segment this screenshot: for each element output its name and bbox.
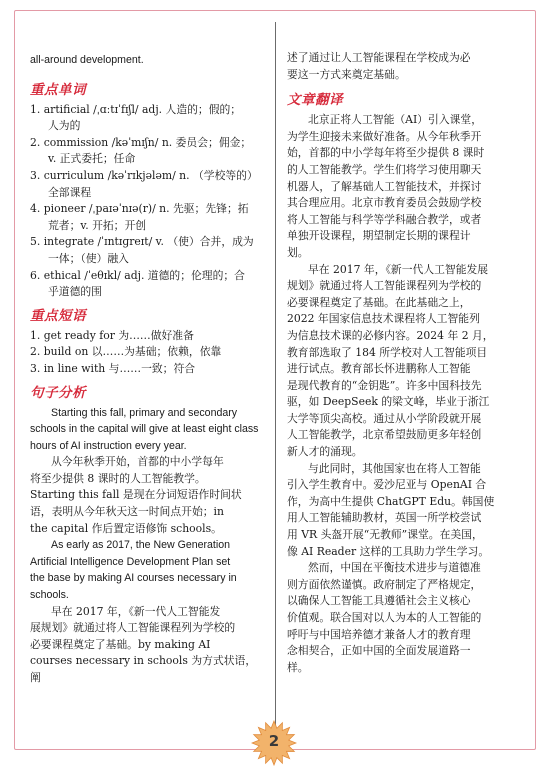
text-line: 规划》就通过将人工智能课程列为学校的 bbox=[287, 279, 482, 293]
text-line: 机器人，了解基础人工智能技术，并探讨 bbox=[287, 179, 482, 193]
text-line: 是现代教育的“金钥匙”。许多中国科技先 bbox=[287, 378, 482, 392]
text-line: 驱，如 DeepSeek 的梁文峰，毕业于浙江 bbox=[287, 395, 490, 409]
text-line: schools in the capital will give at least eight class bbox=[30, 423, 259, 436]
text-line: 其合理应用。北京市教育委员会鼓励学校 bbox=[287, 196, 482, 210]
text-line: 大学等顶尖高校。通过从小学阶段就开展 bbox=[287, 411, 482, 425]
vocab-item bbox=[30, 201, 264, 234]
vocab-line: 3. curriculum /kəˈrɪkjələm/ n. （学校等的） bbox=[30, 168, 258, 182]
text-line: the capital 作后置定语修饰 schools。 bbox=[30, 521, 222, 535]
text-line: 教育部选取了 184 所学校对人工智能项目 bbox=[287, 345, 488, 359]
vocab-line: 乎道德的围 bbox=[48, 285, 102, 299]
phrase-list bbox=[30, 328, 264, 378]
vocab-line: 6. ethical /ˈeθɪkl/ adj. 道德的；伦理的；合 bbox=[30, 268, 245, 282]
phrase-item: 1. get ready for 为……做好准备 bbox=[30, 328, 194, 342]
text-line: 人工智能教学，北京希望鼓励更多年轻创 bbox=[287, 428, 482, 442]
vocab-line: 1. artificial /ˌɑːtɪˈfɪʃl/ adj. 人造的；假的； bbox=[30, 102, 242, 116]
vocab-item bbox=[30, 234, 264, 267]
right-column bbox=[287, 50, 519, 676]
text-line: 用 VR 头盔开展“无教师”课堂。在美国， bbox=[287, 528, 483, 542]
vocab-item bbox=[30, 168, 264, 201]
text-line: the base by making AI courses necessary in bbox=[30, 572, 237, 585]
text-line: 为学生迎接未来做好准备。从今年秋季开 bbox=[287, 129, 482, 143]
text-line: 为信息技术课的必修内容。2024 年 2 月， bbox=[287, 328, 494, 342]
text-line: 2022 年国家信息技术课程将人工智能列 bbox=[287, 312, 480, 326]
text-line: 进行试点。教育部长怀进鹏称人工智能 bbox=[287, 362, 471, 376]
vocab-list bbox=[30, 102, 264, 301]
page-number-badge bbox=[251, 720, 297, 766]
vocab-line: v. 正式委托；任命 bbox=[48, 152, 136, 166]
continuation-line: 述了通过让人工智能课程在学校成为必 bbox=[287, 51, 471, 64]
article-translation bbox=[287, 112, 519, 676]
vocab-item bbox=[30, 268, 264, 301]
text-line: 早在 2017 年，《新一代人工智能发 bbox=[51, 604, 221, 618]
text-line: 像 AI Reader 这样的工具助力学生学习。 bbox=[287, 544, 490, 558]
text-line: 的人工智能教学。学生们将学习使用聊天 bbox=[287, 162, 482, 176]
text-line: 样。 bbox=[287, 660, 309, 674]
text-line: Starting this fall 是现在分词短语作时间状 bbox=[30, 488, 242, 502]
text-line: Artificial Intelligence Development Plan set bbox=[30, 555, 231, 568]
text-line: 则方面依然谨慎。政府制定了严格规定， bbox=[287, 577, 482, 591]
intro-line: all-around development. bbox=[30, 54, 144, 66]
text-line: 单独开设课程，期望制定长期的课程计 bbox=[287, 229, 471, 243]
text-line: 新人才的涌现。 bbox=[287, 445, 363, 459]
text-line: 划。 bbox=[287, 245, 309, 259]
text-line: 以确保人工智能工具遵循社会主义核心 bbox=[287, 594, 471, 608]
vocab-line: 一体；（使）融入 bbox=[48, 251, 129, 265]
vocab-line: 人为的 bbox=[48, 119, 81, 133]
text-line: 北京正将人工智能（AI）引入课堂， bbox=[308, 113, 483, 127]
text-line: schools. bbox=[30, 589, 69, 602]
vocab-item bbox=[30, 102, 264, 135]
text-line: 将人工智能与科学等学科融合教学，或者 bbox=[287, 212, 482, 226]
vocab-line: 4. pioneer /ˌpaɪəˈnɪə(r)/ n. 先驱；先锋；拓 bbox=[30, 202, 249, 216]
analysis-heading: 句子分析 bbox=[30, 384, 86, 401]
column-divider bbox=[275, 22, 276, 734]
text-line: 从今年秋季开始，首都的中小学每年 bbox=[51, 455, 224, 469]
text-line: 始，首都的中小学每年将至少提供 8 课时 bbox=[287, 146, 485, 160]
vocab-line: 2. commission /kəˈmɪʃn/ n. 委员会；佣金； bbox=[30, 135, 252, 149]
text-line: 必要课程奠定了基础。在此基础之上， bbox=[287, 295, 471, 309]
text-line: As early as 2017, the New Generation bbox=[51, 539, 231, 552]
text-line: 展规划》就通过将人工智能课程列为学校的 bbox=[30, 621, 236, 635]
phrase-item: 2. build on 以……为基础；依赖，依靠 bbox=[30, 345, 222, 359]
vocab-item bbox=[30, 135, 264, 168]
phrase-heading: 重点短语 bbox=[30, 307, 86, 324]
text-line: 念相契合，正如中国的全面发展道路一 bbox=[287, 644, 471, 658]
text-line: 必要课程奠定了基础。by making AI bbox=[30, 637, 211, 651]
text-line: Starting this fall, primary and secondary bbox=[51, 406, 238, 419]
text-line: 早在 2017 年，《新一代人工智能发展 bbox=[308, 262, 489, 276]
vocab-heading: 重点单词 bbox=[30, 81, 86, 98]
text-line: 用人工智能辅助教材，英国一所学校尝试 bbox=[287, 511, 482, 525]
text-line: 与此同时，其他国家也在将人工智能 bbox=[308, 461, 481, 475]
text-line: 作，为高中生提供 ChatGPT Edu。韩国使 bbox=[287, 494, 495, 508]
continuation-line: 要这一方式来奠定基础。 bbox=[287, 67, 406, 81]
text-line: hours of AI instruction every year. bbox=[30, 439, 187, 452]
vocab-line: 荒者；v. 开拓；开创 bbox=[48, 218, 147, 232]
text-line: 然而，中国在平衡技术进步与道德准 bbox=[308, 561, 481, 575]
page-number: 2 bbox=[268, 732, 280, 750]
sentence-analysis bbox=[30, 405, 264, 687]
left-column bbox=[30, 52, 264, 687]
vocab-line: 5. integrate /ˈɪntɪɡreɪt/ v. （使）合并，成为 bbox=[30, 235, 254, 249]
text-line: 价值观。联合国对以人为本的人工智能的 bbox=[287, 611, 482, 624]
phrase-item: 3. in line with 与……一致；符合 bbox=[30, 361, 196, 375]
text-line: courses necessary in schools 为方式状语，阐 bbox=[30, 654, 257, 684]
translation-heading: 文章翻译 bbox=[287, 92, 343, 109]
text-line: 将至少提供 8 课时的人工智能教学。 bbox=[30, 471, 206, 485]
vocab-line: 全部课程 bbox=[48, 185, 92, 199]
text-line: 语，表明从今年秋天这一时间点开始；in bbox=[30, 505, 224, 519]
text-line: 引入学生教育中。爱沙尼亚与 OpenAI 合 bbox=[287, 478, 487, 492]
text-line: 呼吁与中国培养德才兼备人才的教育理 bbox=[287, 627, 471, 641]
